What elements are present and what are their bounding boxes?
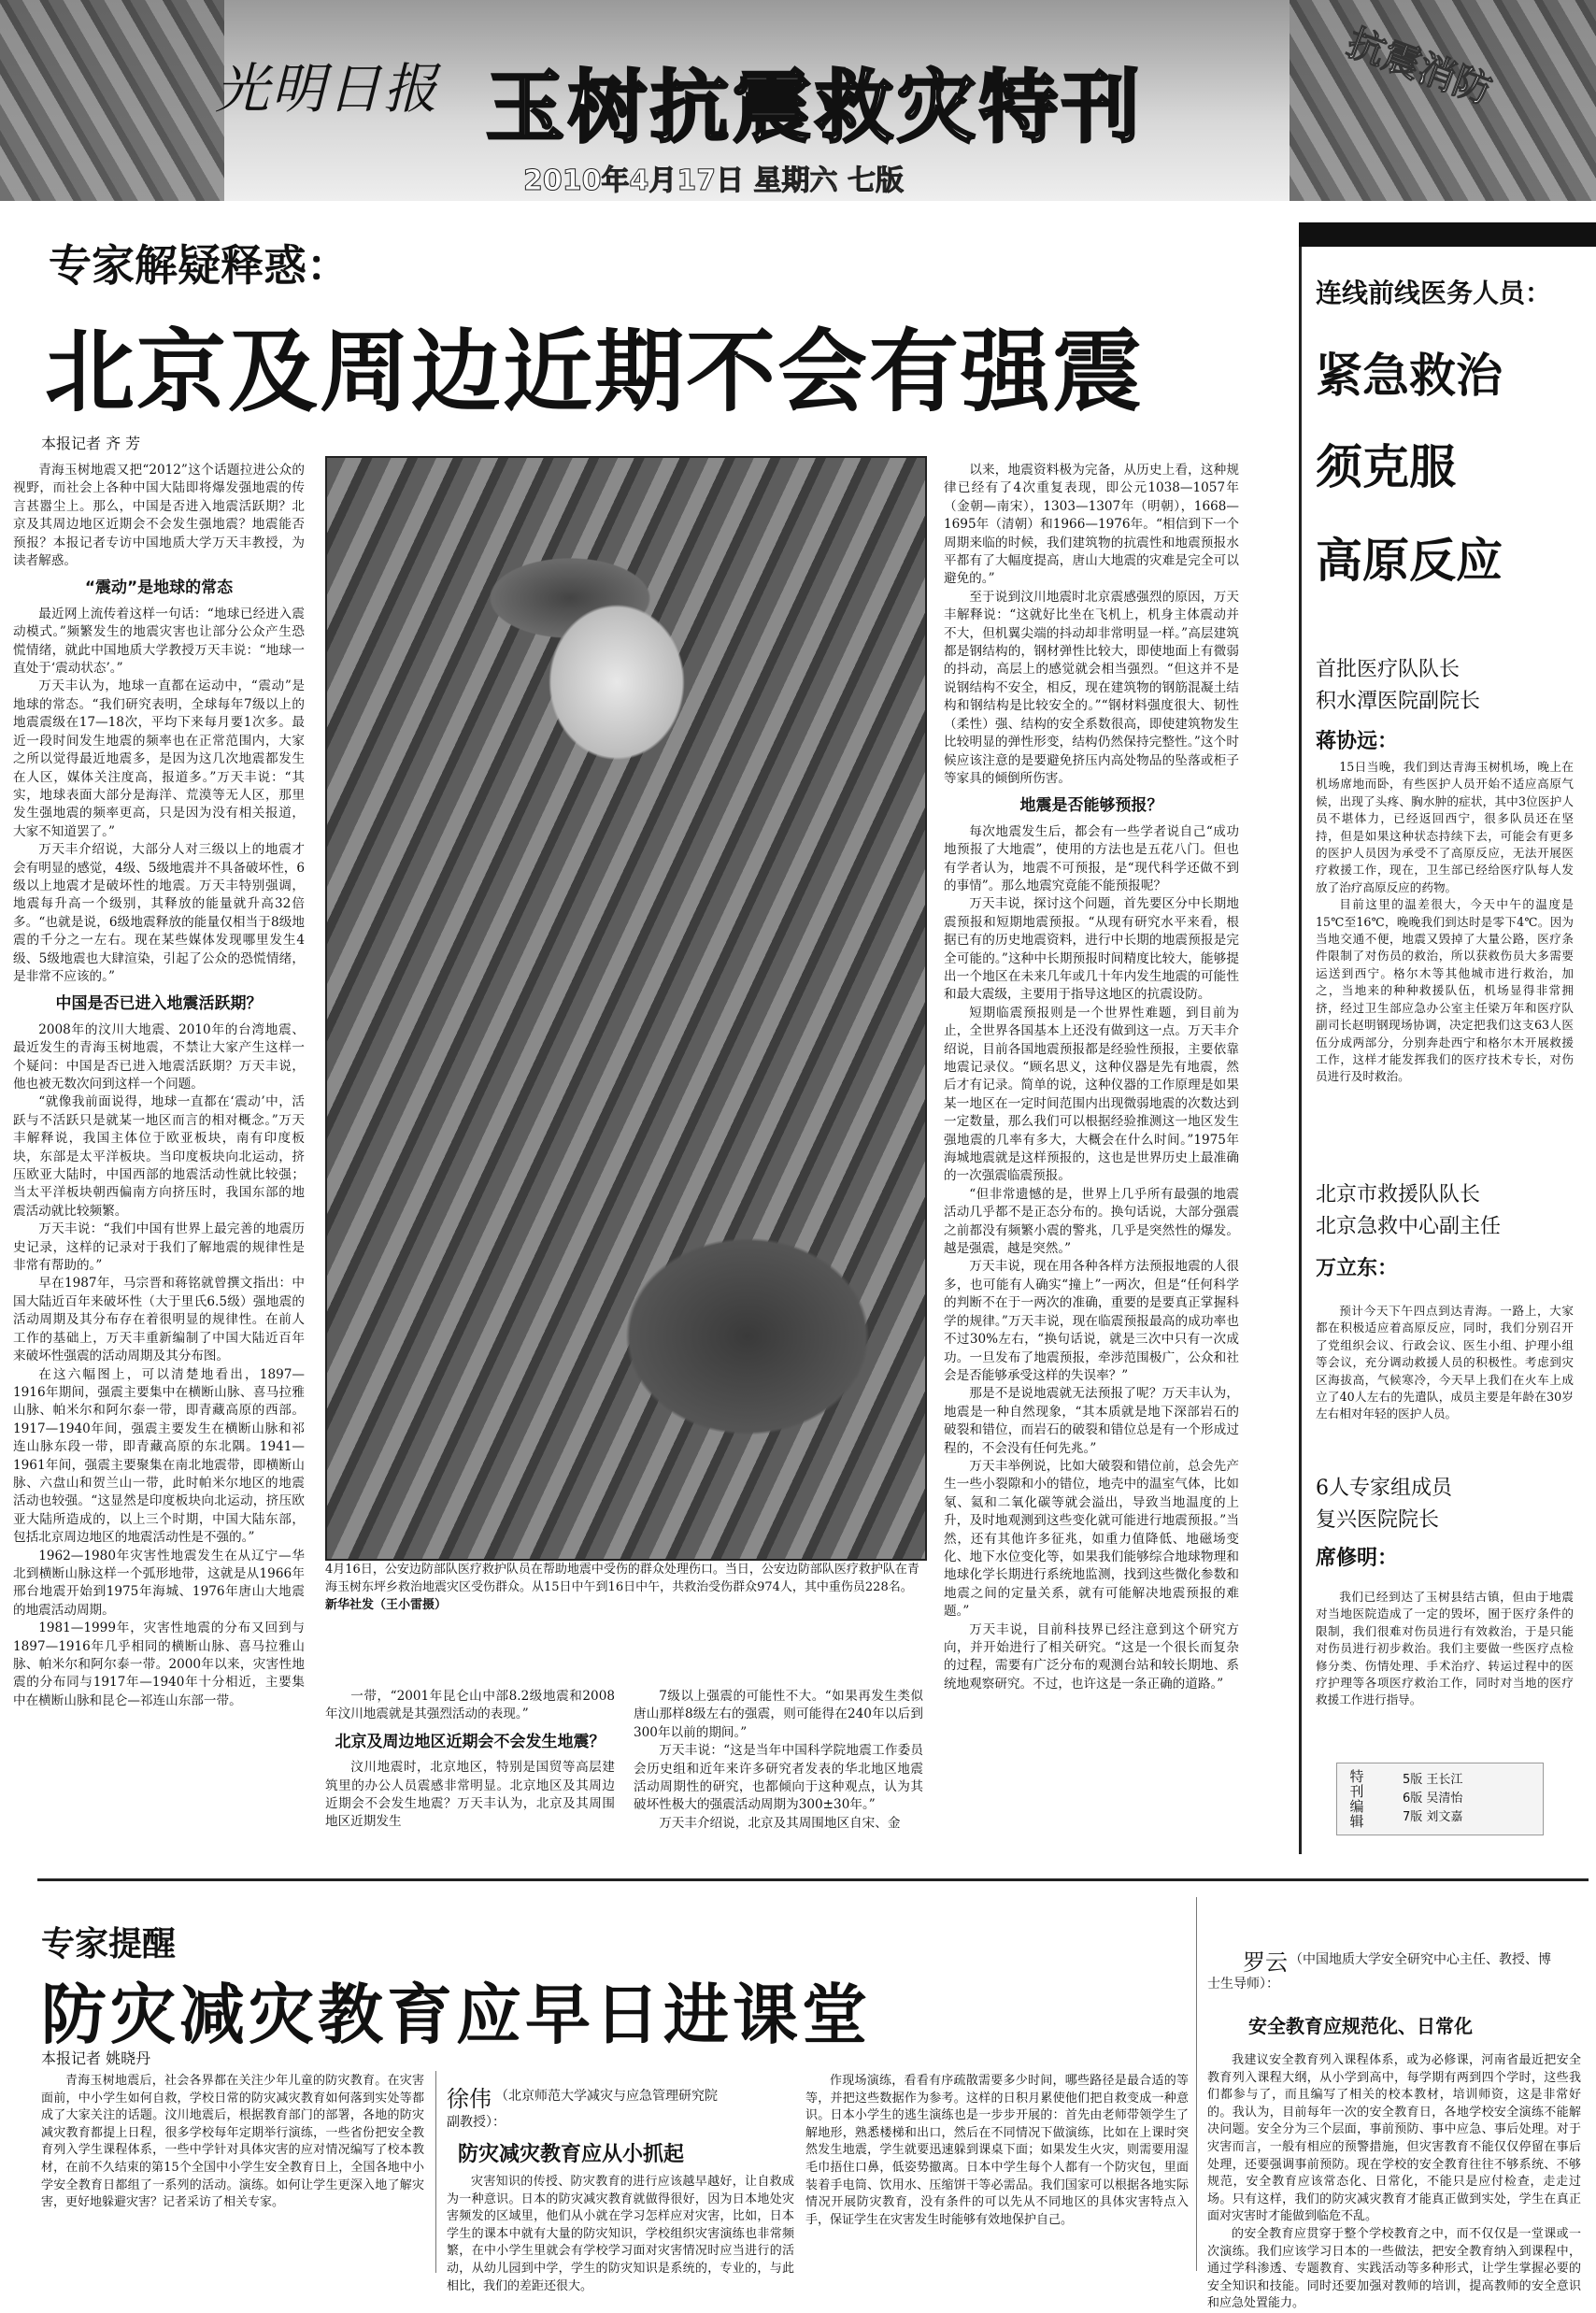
person-name: 万立东： [1316, 1257, 1399, 1280]
bottom-column-3 [805, 2073, 1189, 2269]
paragraph: 作现场演练，看看有序疏散需要多少时间，哪些路径是最合适的等等，并把这些数据作为参考。这样的日积月累使他们把自救变成一种意识。日本小学生的逃生演练也是一步步开展的：首先由老师带领学生了解地形，熟悉楼梯和出口，然后在不同情况下做演练，比如在上课时突然发生地震，学生就要迅速躲到课桌下面；如果发生火灾，则需要用湿毛巾捂住口鼻，低姿势撤离。日本中学生每个人都有一个防灾包，里面装着手电筒、饮用水、压缩饼干等必需品。我们国家可以根据各地实际情况开展防灾教育，没有条件的可以先从不同地区的具体灾害特点入手，保证学生在灾害发生时能够有效地保护自己。 [805, 2074, 1189, 2227]
paragraph: 1981—1999年，灾害性地震的分布又回到与1897—1916年几乎相同的横断山脉、喜马拉雅山脉、帕米尔和阿尔泰一带。2000年以来，灾害性地震的分布同与1917年—1940年十分相近，主要集中在横断山脉和昆仑—祁连山东部一带。 [13, 1621, 305, 1708]
corner-banner-text: 抗震消防 [1341, 21, 1497, 113]
article-headline: 北京及周边近期不会有强震 [45, 320, 1144, 424]
paragraph: 短期临震预报则是一个世界性难题，到目前为止，全世界各国基本上还没有做到这一点。万天丰介绍说，目前各国地震预报都是经验性预报，主要依靠地震记录仪。“顾名思义，这种仪器是先有地震，然后才有记录。简单的说，这种仪器的工作原理是如果某一地区在一定时间范围内出现微弱地震的次数达到一定数量，那么我们可以根据经验推测这一地区发生强地震的几率有多大，大概会在什么时间。”1975年海城地震就是这样预报的，这也是世界历史上最准确的一次强震临震预报。 [944, 1005, 1239, 1184]
paragraph: 青海玉树地震后，社会各界都在关注少年儿童的防灾教育。在灾害面前，中小学生如何自救，学校日常的防灾减灾教育如何落到实处等都成了大家关注的话题。汶川地震后，根据教育部门的部署，各地的防灾减灾教育都提上日程，很多学校每年定期举行演练，一些省份把安全教育列入学生课程体系，一些中学针对具体灾害的应对情况编写了校本教材，在前不久结束的第15个全国中小学生安全教育日上，全国各地中小学安全教育日都组了一系列的活动。演练。如何让学生更深入地了解灾害，更好地躲避灾害？记者采访了相关专家。 [41, 2074, 424, 2210]
paragraph: 那是不是说地震就无法预报了呢？万天丰认为，地震是一种自然现象，“其本质就是地下深部岩石的破裂和错位，而岩石的破裂和错位总是有一个形成过程的，不会没有任何先兆。” [944, 1386, 1239, 1456]
person-role: 北京市救援队队长 [1316, 1183, 1481, 1206]
subheading: 地震是否能够预报？ [1019, 796, 1163, 816]
paragraph: 早在1987年，马宗晋和蒋铭就曾撰文指出：中国大陆近百年来破坏性（大于里氏6.5级）强地震的活动周期及其分布存在着很明显的规律性。在前人工作的基础上，万天丰重新编制了中国大陆近百年来破坏性强震的活动周期及其分布图。 [13, 1276, 305, 1364]
section-divider [37, 1878, 1589, 1881]
paragraph: 每次地震发生后，都会有一些学者说自己“成功地预报了大地震”，使用的方法也是五花八门。但也有学者认为，地震不可预报，是“现代科学还做不到的事情”。那么地震究竟能不能预报呢？ [944, 823, 1239, 893]
expert-title: 副教授）： [447, 2115, 506, 2130]
article-column-2a [325, 1688, 615, 1856]
paragraph: 青海玉树地震又把“2012”这个话题拉进公众的视野，而社会上各种中国大陆即将爆发强地震的传言甚嚣尘上。那么，中国是否进入地震活跃期？北京及其周边地区近期会不会发生强地震？地震能否预报？本报记者专访中国地质大学万天丰教授，为读者解惑。 [13, 463, 305, 569]
paragraph: 的安全教育应贯穿于整个学校教育之中，而不仅仅是一堂课或一次演练。我们应该学习日本的一些做法，把安全教育纳入到课程中，通过学科渗透、专题教育、实践活动等多种形式，让学生掌握必要的安全知识和技能。同时还要加强对教师的培训，提高教师的安全意识和应急处置能力。 [1207, 2226, 1581, 2311]
person-role: 积水潭医院副院长 [1316, 690, 1481, 713]
masthead-photo-left [0, 0, 224, 201]
paragraph: 万天丰介绍说，北京及其周围地区自宋、金 [659, 1815, 901, 1831]
paragraph: 我建议安全教育列入课程体系，或为必修课，河南省最近把安全教育列入课程大纲，从小学到高中，每学期有两到四个学时，这些我们都参与了，而且编写了相关的校本教材，培训师资，这是非常好的。我认为，目前每年一次的安全教育日，各地学校安全演练不能解决问题。安全分为三个层面，事前预防、事中应急、事后处理。对于灾害而言，一般有相应的预警措施，但灾害教育不能仅仅停留在事后处理，还要强调事前预防。现在学校的安全教育往往不够系统、不够规范，安全教育应该常态化、日常化，不能只是应付检查，走走过场。只有这样，我们的防灾减灾教育才能真正做到实处，学生在真正面对灾害时才能做到临危不乱。 [1207, 2053, 1581, 2224]
paragraph: 7级以上强震的可能性不大。“如果再发生类似唐山那样8级左右的强震，则可能得在240年以后到300年以前的期间。” [634, 1689, 923, 1740]
bottom-kicker: 专家提醒 [41, 1925, 177, 1963]
paragraph: 15日当晚，我们到达青海玉树机场，晚上在机场席地而卧，有些医护人员开始不适应高原气候，出现了头疼、胸水肿的症状，其中3位医护人员不堪体力，已经返回西宁，很多队员还在坚持，但是如果这种状态持续下去，可能会有更多的医护人员因为承受不了高原反应，无法开展医疗救援工作，现在，卫生部已经给医疗队每人发放了治疗高原反应的药物。 [1316, 760, 1574, 894]
paragraph: 至于说到汶川地震时北京震感强烈的原因，万天丰解释说：“这就好比坐在飞机上，机身主体震动并不大，但机翼尖端的抖动却非常明显一样。”高层建筑都是钢结构的，钢材弹性比较大，即使地面上有微弱的抖动，高层上的感觉就会相当强烈。“但这并不是说钢结构不安全，相反，现在建筑物的钢筋混凝土结构和钢结构是比较安全的。”“钢材料强度很大、韧性（柔性）强、结构的安全系数很高，即使建筑物发生比较明显的弹性形变，结构仍然保持完整性。”这个时候应该注意的是要避免挤压内高处物品的坠落或柜子等家具的倾倒所伤害。 [944, 589, 1239, 786]
paragraph: 万天丰说：“这是当年中国科学院地震工作委员会历史组和近年来许多研究者发表的华北地区地震活动周期性的研究，也都倾向于这种观点，认为其破坏性极大的强震活动周期为300±30年。” [634, 1743, 923, 1813]
news-photo [325, 456, 927, 1561]
newspaper-logo: 光明日报 [215, 57, 440, 121]
bottom-column-1 [41, 2073, 424, 2269]
paragraph: 在这六幅图上，可以清楚地看出，1897—1916年期间，强震主要集中在横断山脉、喜马拉雅山脉、帕米尔和阿尔泰一带，即青藏高原的西部。1917—1940年间，强震主要发生在横断山脉和祁连山脉东段一带，即青藏高原的东北隅。1941—1961年间，强震主要聚集在南北地震带，即横断山脉、六盘山和贺兰山一带，此时帕米尔地区的地震活动也较强。“这显然是印度板块向北运动，挤压欧亚大陆所造成的，以上三个时期，中国大陆东部，包括北京周边地区的地震活动性是不强的。” [13, 1366, 305, 1546]
paragraph: 我们已经到达了玉树县结古镇，但由于地震对当地医院造成了一定的毁坏，囿于医疗条件的限制，我们很难对伤员进行有效救治，于是只能对伤员进行初步救治。我们主要做一些医疗点检修分类、伤情处理、手术治疗、转运过程中的医疗护理等各项医疗救治工作，同时对当地的医疗救援工作进行指导。 [1316, 1590, 1574, 1707]
bottom-byline: 本报记者 姚晓丹 [41, 2049, 151, 2067]
person-name: 席修明： [1316, 1547, 1399, 1570]
paragraph: 万天丰说，探讨这个问题，首先要区分中长期地震预报和短期地震预报。“从现有研究水平来看，根据已有的历史地震资料，进行中长期的地震预报是完全可能的。”这种中长期预报时间精度比较大，能够提出一个地区在未来几年或几十年内发生地震的可能性和最大震级，主要用于指导这地区的抗震设防。 [944, 896, 1239, 1003]
sidebar-headline: 须克服 [1316, 439, 1456, 494]
editor-row: 6版 吴清怡 [1403, 1792, 1463, 1806]
photo-credit: 新华社发（王小雷摄） [325, 1598, 448, 1612]
expert-title: （中国地质大学安全研究中心主任、教授、博 [1290, 1952, 1551, 1967]
paragraph: 万天丰认为，地球一直都在运动中，“震动”是地球的常态。“我们研究表明，全球每年7级以上的地震震级在17—18次，平均下来每月要1次多。最近一段时间发生地震的频率也在正常范围内，大家之所以觉得最近地震多，是因为这几次地震都发生在人区，媒体关注度高，报道多。”万天丰说：“其实，地球表面大部分是海洋、荒漠等无人区，那里发生强地震的频率更高，只是因为没有相关报道，大家不知道罢了。” [13, 678, 305, 839]
expert-headline: 安全教育应规范化、日常化 [1248, 2015, 1473, 2037]
editor-row: 5版 王长江 [1403, 1773, 1463, 1787]
paragraph: 目前这里的温差很大，今天中午的温度是15℃至16℃，晚晚我们到达时是零下4℃。因为当地交通不便，地震又毁掉了大量公路，医疗条件限制了对伤员的救治，所以获救伤员大多需要运送到西宁。格尔木等其他城市进行救治，加之，当地来的种种救援队伍，机场显得非常拥挤，经过卫生部应急办公室主任梁万年和医疗队副司长赵明钢现场协调，决定把我们这支63人医伍分成两部分，分别奔赴西宁和格尔木开展救援工作，这样才能发挥我们的医疗技术专长，对伤员进行及时救治。 [1316, 897, 1574, 1084]
person-statement [1316, 1589, 1574, 1757]
person-role: 北京急救中心副主任 [1316, 1215, 1502, 1238]
paragraph: 万天丰说，现在用各种各样方法预报地震的人很多，也可能有人确实“撞上”一两次，但是“任何科学的判断不在于一两次的准确，重要的是要真正掌握科学的规律。”万天丰说，现在临震预报最高的成功率也不过30%左右，“换句话说，就是三次中只有一次成功。一旦发布了地震预报，牵涉范围极广，公众和社会是否能够承受这样的失误率？” [944, 1259, 1239, 1383]
article-column-2b [634, 1688, 923, 1856]
expert-name: 徐伟 [447, 2086, 492, 2112]
subheading: “震动”是地球的常态 [84, 578, 234, 598]
paragraph: 2008年的汶川大地震、2010年的台湾地震、最近发生的青海玉树地震，不禁让大家产生这样一个疑问：中国是否已进入地震活跃期？万天丰说，他也被无数次问到这样一个问题。 [13, 1021, 305, 1092]
photo-caption [325, 1561, 923, 1614]
editors-label: 特刊编辑 [1349, 1768, 1364, 1830]
paragraph: “就像我前面说得，地球一直都在‘震动’中，活跃与不活跃只是就某一地区而言的相对概念。”万天丰解释说，我国主体位于欧亚板块，南有印度板块，东部是太平洋板块。当印度板块向北运动，挤压欧亚大陆时，中国西部的地震活动性就比较强；当太平洋板块朝西偏南方向挤压时，我国东部的地震活动就比较频繁。 [13, 1094, 305, 1219]
expert-name: 罗云 [1243, 1949, 1288, 1976]
editors-list [1403, 1771, 1462, 1827]
column-divider [1196, 1897, 1197, 2271]
column-divider [435, 2071, 436, 2273]
paragraph: 万天丰举例说，比如大破裂和错位前，总会先产生一些小裂隙和小的错位，地壳中的温室气体，比如氡、氦和二氧化碳等就会溢出，导致当地温度的上升，及时地观测到这些变化就可能进行地震预报。”当然，还有其他许多征兆，如重力值降低、地磁场变化、地下水位变化等，如果我们能够综合地球物理和地球化学长期进行系统地监测，找到这些微化参数和地震之间的定量关系，就有可能解决地震预报的难题。” [944, 1458, 1239, 1620]
person-statement [1316, 1303, 1574, 1471]
expert-headline: 防灾减灾教育应从小抓起 [458, 2143, 685, 2166]
article-kicker: 专家解疑释惑： [49, 240, 349, 291]
article-column-1 [13, 462, 305, 1863]
issue-date-line: 2010年4月17日 星期六 七版 [523, 164, 905, 197]
paragraph: “但非常遗憾的是，世界上几乎所有最强的地震活动几乎都不是正态分布的。换句话说，大部分强震之前都没有频繁小震的警兆，几乎是突然性的爆发。越是强震，越是突然。” [944, 1186, 1239, 1257]
paragraph: 万天丰说，目前科技界已经注意到这个研究方向，并开始进行了相关研究。“这是一个很长而复杂的过程，需要有广泛分布的观测台站和较长期地、系统地观察研究。不过，也许这是一条正确的道路。” [944, 1621, 1239, 1692]
subheading: 中国是否已进入地震活跃期？ [55, 994, 263, 1014]
subheading: 北京及周边地区近期会不会发生地震？ [335, 1732, 606, 1751]
paragraph: 一带，“2001年昆仑山中部8.2级地震和2008年汶川地震就是其强烈活动的表现。” [325, 1689, 615, 1722]
article-column-3 [944, 462, 1239, 1854]
person-name: 蒋协远： [1316, 730, 1399, 753]
article-byline: 本报记者 齐 芳 [41, 435, 141, 452]
sidebar-headline: 高原反应 [1316, 533, 1503, 588]
editors-box [1336, 1763, 1544, 1835]
expert-statement [1207, 2052, 1581, 2311]
paragraph: 灾害知识的传授、防灾教育的进行应该越早越好，让自救成为一种意识。日本的防灾减灾教育就做得很好，因为日本地处灾害频发的区域里，他们从小就在学习怎样应对灾害，比如，日本学生的课本中就有大量的防灾知识，学校组织灾害演练也非常频繁，在中小学生里就会有学校学习面对灾害情况时应当进行的活动，从幼儿园到中学，学生的防灾知识是系统的，专业的，与此相比，我们的差距还很大。 [447, 2175, 794, 2293]
expert-statement [447, 2174, 794, 2293]
sidebar-kicker: 连线前线医务人员： [1316, 278, 1552, 308]
paragraph: 1962—1980年灾害性地震发生在从辽宁—华北到横断山脉这样一个弧形地带，这就是从1966年邢台地震开始到1975年海城、1976年唐山大地震的地震活动周期。 [13, 1548, 305, 1618]
editor-row: 7版 刘文嘉 [1403, 1810, 1463, 1824]
paragraph: 汶川地震时，北京地区，特别是国贸等高层建筑里的办公人员震感非常明显。北京地区及其周边近期会不会发生地震？万天丰认为，北京及其周围地区近期发生 [325, 1760, 615, 1830]
sidebar-headline: 紧急救治 [1316, 348, 1503, 403]
paragraph: 万天丰说：“我们中国有世界上最完善的地震历史记录，这样的记录对于我们了解地震的规律性是非常有帮助的。” [13, 1221, 305, 1274]
expert-title: 士生导师）： [1207, 1977, 1279, 1992]
sidebar-top-bar [1299, 222, 1596, 247]
paragraph: 以来，地震资料极为完备，从历史上看，这种规律已经有了4次重复表现，即公元1038—1057年（金朝—南宋），1303—1307年（明朝），1668—1695年（清朝）和1966—1976年。“相信到下一个周期来临的时候，我们建筑物的抗震性和地震预报水平都有了大幅度提高，唐山大地震的灾难是完全可以避免的。” [944, 463, 1239, 587]
special-issue-title: 玉树抗震救灾特刊 [486, 62, 1145, 153]
paragraph: 万天丰介绍说，大部分人对三级以上的地震才会有明显的感觉，4级、5级地震并不具备破坏性，6级以上地震才是破坏性的地震。万天丰特别强调，地震每升高一个级别，其释放的能量就升高32倍多。“也就是说，6级地震释放的能量仅相当于8级地震的千分之一左右。现在某些媒体发现哪里发生4级、5级地震也大肆渲染，引起了公众的恐慌情绪，是非常不应该的。” [13, 842, 305, 984]
paragraph: 预计今天下午四点到达青海。一路上，大家都在积极适应着高原反应，同时，我们分别召开了党组织会议、行政会议、医生小组、护理小组等会议，充分调动救援人员的积极性。考虑到灾区海拔高，气候寒冷，今天早上我们在火车上成立了40人左右的先遣队，成员主要是年龄在30岁左右相对年轻的医护人员。 [1316, 1304, 1574, 1421]
person-role: 首批医疗队队长 [1316, 658, 1461, 681]
expert-title: （北京师范大学减灾与应急管理研究院 [495, 2089, 718, 2104]
person-role: 6人专家组成员 [1316, 1477, 1452, 1500]
caption-text: 4月16日，公安边防部队医疗救护队员在帮助地震中受伤的群众处理伤口。当日，公安边防部队医疗救护队在青海玉树东坪乡救治地震灾区受伤群众。从15日中午到16日中午，共救治受伤群众974人，其中重伤员228名。 [325, 1563, 919, 1594]
person-role: 复兴医院院长 [1316, 1508, 1440, 1532]
paragraph: 最近网上流传着这样一句话：“地球已经进入震动模式。”频繁发生的地震灾害也让部分公众产生恐慌情绪，就此中国地质大学教授万天丰说：“地球一直处于‘震动状态’。” [13, 606, 305, 677]
bottom-headline: 防灾减灾教育应早日进课堂 [41, 1976, 871, 2053]
person-statement [1316, 759, 1574, 1179]
